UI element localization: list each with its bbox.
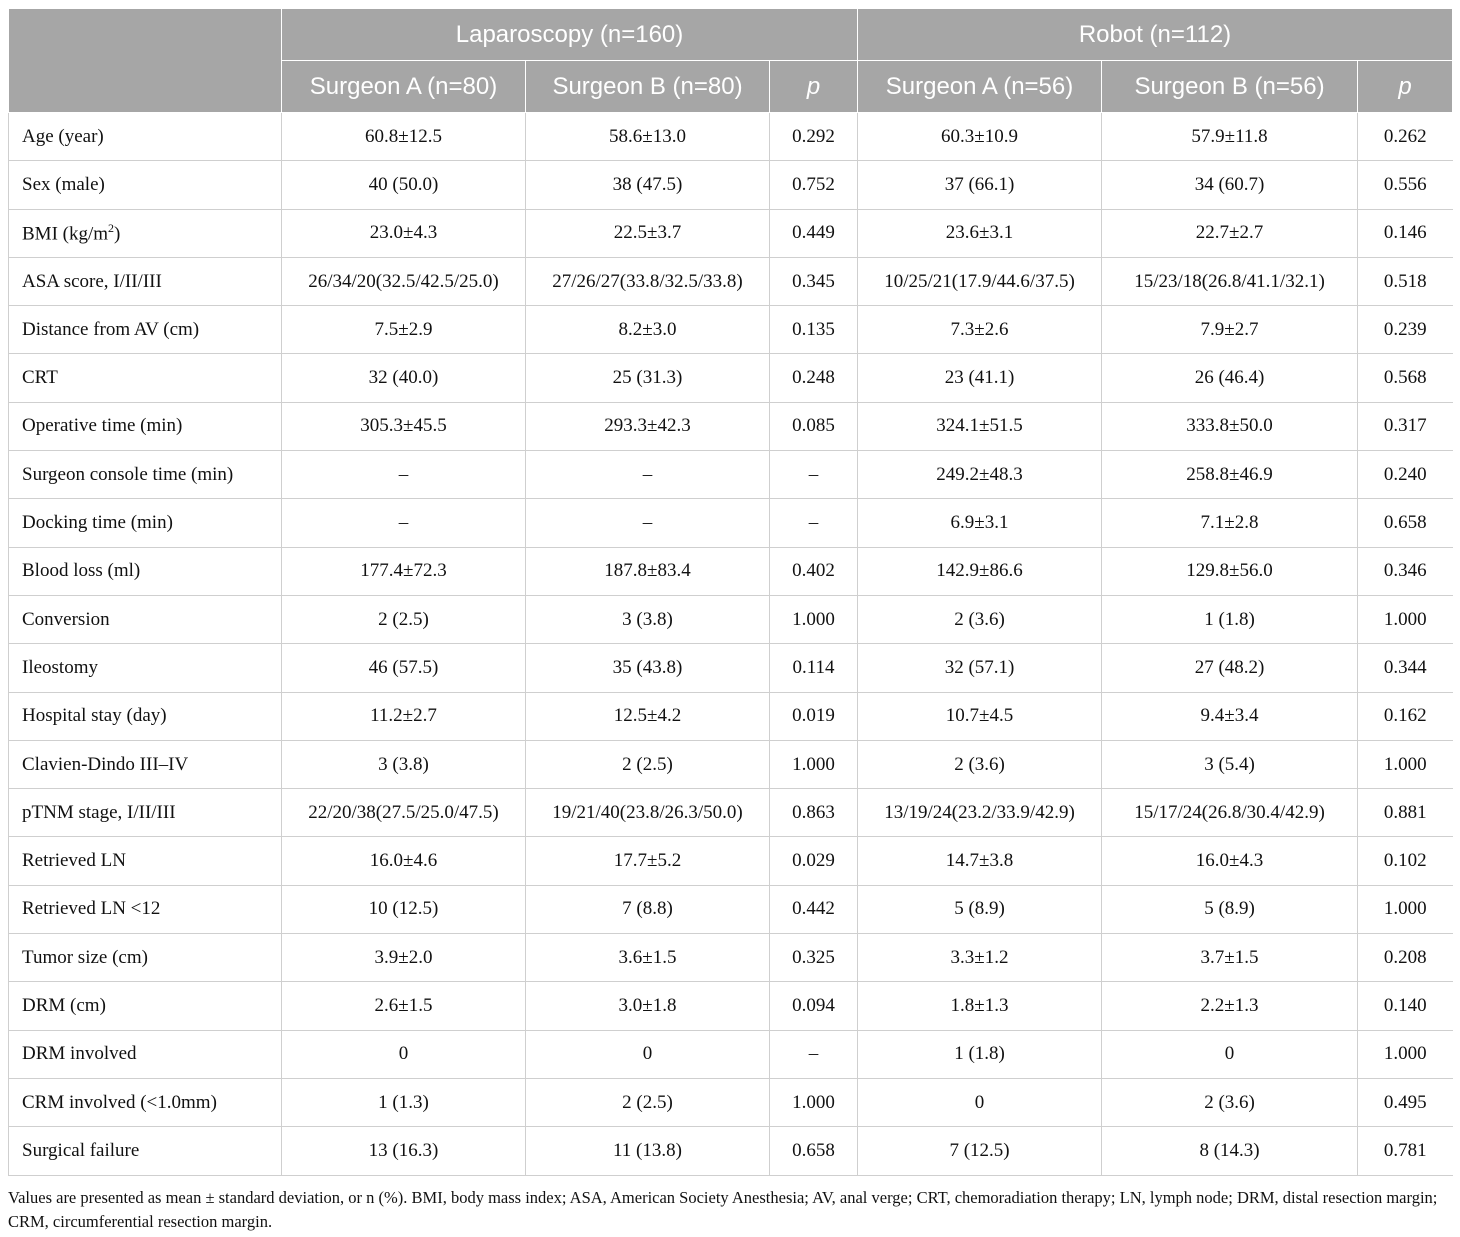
row-label bbox=[9, 885, 282, 933]
cell-robot-p: 0.240 bbox=[1358, 451, 1453, 499]
cell-lap-surgeon-a: 23.0±4.3 bbox=[282, 209, 526, 257]
cell-robot-p: 0.162 bbox=[1358, 692, 1453, 740]
cell-lap-surgeon-b: 22.5±3.7 bbox=[526, 209, 770, 257]
cell-robot-p: 0.140 bbox=[1358, 982, 1453, 1030]
cell-lap-surgeon-b: 3.6±1.5 bbox=[526, 934, 770, 982]
cell-lap-surgeon-a: 2 (2.5) bbox=[282, 595, 526, 643]
cell-lap-surgeon-b: 58.6±13.0 bbox=[526, 113, 770, 161]
cell-lap-surgeon-b: 38 (47.5) bbox=[526, 161, 770, 209]
cell-lap-surgeon-a: 3 (3.8) bbox=[282, 740, 526, 788]
cell-robot-p: 1.000 bbox=[1358, 885, 1453, 933]
cell-robot-p: 1.000 bbox=[1358, 740, 1453, 788]
cell-lap-surgeon-b: 3 (3.8) bbox=[526, 595, 770, 643]
cell-lap-p: 0.094 bbox=[770, 982, 858, 1030]
row-label-text: Age (year) bbox=[22, 125, 104, 147]
row-label-superscript: 2 bbox=[108, 221, 115, 236]
header-lap-surgeon-b: Surgeon B (n=80) bbox=[526, 61, 770, 113]
cell-robot-surgeon-a: 10.7±4.5 bbox=[858, 692, 1102, 740]
cell-robot-surgeon-b: 1 (1.8) bbox=[1102, 595, 1358, 643]
cell-robot-surgeon-b: 2 (3.6) bbox=[1102, 1078, 1358, 1126]
cell-robot-surgeon-b: 3 (5.4) bbox=[1102, 740, 1358, 788]
cell-lap-surgeon-b: – bbox=[526, 499, 770, 547]
cell-lap-p: – bbox=[770, 451, 858, 499]
cell-robot-p: 0.495 bbox=[1358, 1078, 1453, 1126]
table-row bbox=[9, 451, 1453, 499]
header-lap-surgeon-a: Surgeon A (n=80) bbox=[282, 61, 526, 113]
row-label-text: Blood loss (ml) bbox=[22, 560, 141, 582]
cell-robot-p: 0.102 bbox=[1358, 837, 1453, 885]
header-robot: Robot (n=112) bbox=[858, 9, 1453, 61]
cell-lap-surgeon-b: 293.3±42.3 bbox=[526, 402, 770, 450]
cell-robot-surgeon-a: 2 (3.6) bbox=[858, 740, 1102, 788]
cell-lap-surgeon-b: 17.7±5.2 bbox=[526, 837, 770, 885]
cell-lap-surgeon-a: 46 (57.5) bbox=[282, 644, 526, 692]
cell-robot-surgeon-a: 32 (57.1) bbox=[858, 644, 1102, 692]
row-label bbox=[9, 161, 282, 209]
cell-robot-p: 0.239 bbox=[1358, 306, 1453, 354]
cell-lap-surgeon-b: 2 (2.5) bbox=[526, 1078, 770, 1126]
header-row-groups bbox=[9, 9, 1453, 61]
row-label-text: CRM involved (<1.0mm) bbox=[22, 1091, 217, 1113]
cell-lap-p: 1.000 bbox=[770, 740, 858, 788]
cell-lap-p: 0.752 bbox=[770, 161, 858, 209]
header-blank-cell bbox=[9, 9, 282, 113]
cell-lap-surgeon-a: 60.8±12.5 bbox=[282, 113, 526, 161]
table-row bbox=[9, 692, 1453, 740]
cell-robot-surgeon-a: 13/19/24(23.2/33.9/42.9) bbox=[858, 789, 1102, 837]
comparison-table bbox=[8, 8, 1453, 1176]
cell-robot-surgeon-a: 2 (3.6) bbox=[858, 595, 1102, 643]
cell-robot-surgeon-a: 249.2±48.3 bbox=[858, 451, 1102, 499]
cell-robot-p: 0.556 bbox=[1358, 161, 1453, 209]
row-label-text: DRM involved bbox=[22, 1043, 137, 1065]
header-lap-p: p bbox=[770, 61, 858, 113]
cell-robot-p: 0.568 bbox=[1358, 354, 1453, 402]
header-robot-p: p bbox=[1358, 61, 1453, 113]
cell-robot-p: 0.344 bbox=[1358, 644, 1453, 692]
table-page bbox=[8, 8, 1452, 1234]
table-row bbox=[9, 789, 1453, 837]
row-label-text: Tumor size (cm) bbox=[22, 946, 148, 968]
table-footnote: Values are presented as mean ± standard deviation, or n (%). BMI, body mass index; ASA, American Society Anesthesia; AV, anal verge; CRT, chemoradiation therapy; LN, lymph node; DRM, distal resection margin; CRM, circumferential resection margin. bbox=[8, 1187, 1438, 1231]
cell-robot-surgeon-b: 0 bbox=[1102, 1030, 1358, 1078]
cell-lap-p: 0.325 bbox=[770, 934, 858, 982]
cell-robot-p: 0.146 bbox=[1358, 209, 1453, 257]
cell-lap-surgeon-a: 305.3±45.5 bbox=[282, 402, 526, 450]
row-label bbox=[9, 499, 282, 547]
cell-robot-surgeon-b: 5 (8.9) bbox=[1102, 885, 1358, 933]
cell-lap-surgeon-b: 19/21/40(23.8/26.3/50.0) bbox=[526, 789, 770, 837]
table-row bbox=[9, 1030, 1453, 1078]
cell-robot-surgeon-b: 9.4±3.4 bbox=[1102, 692, 1358, 740]
cell-robot-p: 0.346 bbox=[1358, 547, 1453, 595]
cell-lap-surgeon-a: 2.6±1.5 bbox=[282, 982, 526, 1030]
cell-robot-surgeon-a: 1.8±1.3 bbox=[858, 982, 1102, 1030]
cell-lap-p: – bbox=[770, 1030, 858, 1078]
cell-robot-surgeon-a: 10/25/21(17.9/44.6/37.5) bbox=[858, 257, 1102, 305]
cell-robot-p: 0.518 bbox=[1358, 257, 1453, 305]
cell-robot-surgeon-b: 3.7±1.5 bbox=[1102, 934, 1358, 982]
cell-lap-surgeon-b: – bbox=[526, 451, 770, 499]
cell-lap-surgeon-b: 7 (8.8) bbox=[526, 885, 770, 933]
cell-robot-p: 0.317 bbox=[1358, 402, 1453, 450]
row-label-text: ASA score, I/II/III bbox=[22, 270, 162, 292]
row-label-text: Distance from AV (cm) bbox=[22, 318, 200, 340]
cell-robot-surgeon-b: 258.8±46.9 bbox=[1102, 451, 1358, 499]
cell-robot-surgeon-b: 57.9±11.8 bbox=[1102, 113, 1358, 161]
row-label bbox=[9, 1030, 282, 1078]
cell-robot-surgeon-a: 0 bbox=[858, 1078, 1102, 1126]
cell-lap-surgeon-a: – bbox=[282, 499, 526, 547]
cell-robot-surgeon-b: 333.8±50.0 bbox=[1102, 402, 1358, 450]
cell-lap-p: 0.292 bbox=[770, 113, 858, 161]
row-label bbox=[9, 113, 282, 161]
cell-lap-surgeon-a: 11.2±2.7 bbox=[282, 692, 526, 740]
table-row bbox=[9, 885, 1453, 933]
cell-lap-p: 1.000 bbox=[770, 1078, 858, 1126]
cell-lap-surgeon-b: 35 (43.8) bbox=[526, 644, 770, 692]
cell-lap-surgeon-a: 177.4±72.3 bbox=[282, 547, 526, 595]
row-label-text: Retrieved LN <12 bbox=[22, 898, 161, 920]
row-label-text: Hospital stay (day) bbox=[22, 705, 167, 727]
table-row bbox=[9, 934, 1453, 982]
cell-lap-p: 0.019 bbox=[770, 692, 858, 740]
cell-lap-surgeon-a: 16.0±4.6 bbox=[282, 837, 526, 885]
cell-robot-p: 1.000 bbox=[1358, 1030, 1453, 1078]
cell-lap-p: – bbox=[770, 499, 858, 547]
header-robot-surgeon-a: Surgeon A (n=56) bbox=[858, 61, 1102, 113]
row-label bbox=[9, 306, 282, 354]
cell-lap-surgeon-a: 22/20/38(27.5/25.0/47.5) bbox=[282, 789, 526, 837]
cell-robot-surgeon-a: 14.7±3.8 bbox=[858, 837, 1102, 885]
row-label bbox=[9, 982, 282, 1030]
table-row bbox=[9, 257, 1453, 305]
table-row bbox=[9, 402, 1453, 450]
cell-lap-surgeon-a: 0 bbox=[282, 1030, 526, 1078]
row-label bbox=[9, 547, 282, 595]
table-row bbox=[9, 306, 1453, 354]
cell-robot-surgeon-a: 7 (12.5) bbox=[858, 1127, 1102, 1175]
cell-lap-p: 1.000 bbox=[770, 595, 858, 643]
cell-lap-surgeon-a: 40 (50.0) bbox=[282, 161, 526, 209]
cell-lap-p: 0.029 bbox=[770, 837, 858, 885]
row-label bbox=[9, 209, 282, 257]
cell-lap-p: 0.442 bbox=[770, 885, 858, 933]
cell-robot-surgeon-a: 1 (1.8) bbox=[858, 1030, 1102, 1078]
table-header bbox=[9, 9, 1453, 113]
row-label bbox=[9, 402, 282, 450]
table-row bbox=[9, 740, 1453, 788]
table-row bbox=[9, 837, 1453, 885]
row-label bbox=[9, 644, 282, 692]
cell-robot-p: 0.208 bbox=[1358, 934, 1453, 982]
cell-lap-p: 0.658 bbox=[770, 1127, 858, 1175]
cell-robot-surgeon-b: 8 (14.3) bbox=[1102, 1127, 1358, 1175]
table-row bbox=[9, 547, 1453, 595]
cell-lap-surgeon-b: 12.5±4.2 bbox=[526, 692, 770, 740]
row-label-text: Ileostomy bbox=[22, 656, 98, 678]
cell-robot-p: 0.658 bbox=[1358, 499, 1453, 547]
cell-lap-surgeon-a: 13 (16.3) bbox=[282, 1127, 526, 1175]
table-row bbox=[9, 1078, 1453, 1126]
cell-lap-surgeon-a: 1 (1.3) bbox=[282, 1078, 526, 1126]
cell-lap-surgeon-b: 8.2±3.0 bbox=[526, 306, 770, 354]
row-label-text: Clavien-Dindo III–IV bbox=[22, 753, 189, 775]
cell-robot-surgeon-a: 324.1±51.5 bbox=[858, 402, 1102, 450]
cell-robot-surgeon-b: 34 (60.7) bbox=[1102, 161, 1358, 209]
row-label bbox=[9, 595, 282, 643]
row-label-text: Operative time (min) bbox=[22, 415, 183, 437]
table-row bbox=[9, 209, 1453, 257]
row-label-text: Surgeon console time (min) bbox=[22, 463, 234, 485]
table-row bbox=[9, 644, 1453, 692]
cell-robot-surgeon-a: 142.9±86.6 bbox=[858, 547, 1102, 595]
row-label bbox=[9, 257, 282, 305]
cell-lap-p: 0.085 bbox=[770, 402, 858, 450]
table-row bbox=[9, 113, 1453, 161]
cell-lap-surgeon-a: 32 (40.0) bbox=[282, 354, 526, 402]
header-laparoscopy: Laparoscopy (n=160) bbox=[282, 9, 858, 61]
cell-lap-p: 0.402 bbox=[770, 547, 858, 595]
row-label bbox=[9, 789, 282, 837]
cell-robot-surgeon-b: 27 (48.2) bbox=[1102, 644, 1358, 692]
row-label bbox=[9, 1127, 282, 1175]
cell-robot-surgeon-b: 15/23/18(26.8/41.1/32.1) bbox=[1102, 257, 1358, 305]
cell-lap-surgeon-b: 0 bbox=[526, 1030, 770, 1078]
table-row bbox=[9, 499, 1453, 547]
row-label-text: Conversion bbox=[22, 608, 110, 630]
cell-robot-surgeon-a: 37 (66.1) bbox=[858, 161, 1102, 209]
row-label-text: Sex (male) bbox=[22, 173, 105, 195]
cell-robot-surgeon-a: 6.9±3.1 bbox=[858, 499, 1102, 547]
cell-lap-surgeon-a: 10 (12.5) bbox=[282, 885, 526, 933]
cell-robot-surgeon-b: 7.9±2.7 bbox=[1102, 306, 1358, 354]
row-label bbox=[9, 934, 282, 982]
cell-lap-p: 0.135 bbox=[770, 306, 858, 354]
cell-robot-surgeon-b: 2.2±1.3 bbox=[1102, 982, 1358, 1030]
row-label-text: CRT bbox=[22, 367, 58, 389]
row-label-text: pTNM stage, I/II/III bbox=[22, 801, 176, 823]
cell-lap-surgeon-b: 3.0±1.8 bbox=[526, 982, 770, 1030]
row-label-text: Retrieved LN bbox=[22, 850, 126, 872]
table-body bbox=[9, 113, 1453, 1176]
cell-robot-surgeon-a: 23 (41.1) bbox=[858, 354, 1102, 402]
header-robot-surgeon-b: Surgeon B (n=56) bbox=[1102, 61, 1358, 113]
cell-lap-surgeon-b: 27/26/27(33.8/32.5/33.8) bbox=[526, 257, 770, 305]
cell-robot-surgeon-a: 7.3±2.6 bbox=[858, 306, 1102, 354]
row-label-tail: ) bbox=[114, 223, 121, 245]
row-label bbox=[9, 1078, 282, 1126]
cell-lap-surgeon-a: 7.5±2.9 bbox=[282, 306, 526, 354]
cell-robot-p: 0.262 bbox=[1358, 113, 1453, 161]
row-label-text: BMI (kg/m bbox=[22, 223, 109, 245]
row-label-text: Surgical failure bbox=[22, 1139, 140, 1161]
row-label-text: Docking time (min) bbox=[22, 512, 173, 534]
table-row bbox=[9, 161, 1453, 209]
cell-lap-p: 0.345 bbox=[770, 257, 858, 305]
cell-robot-surgeon-a: 60.3±10.9 bbox=[858, 113, 1102, 161]
row-label bbox=[9, 451, 282, 499]
table-row bbox=[9, 354, 1453, 402]
cell-lap-surgeon-b: 11 (13.8) bbox=[526, 1127, 770, 1175]
table-row bbox=[9, 1127, 1453, 1175]
cell-lap-surgeon-b: 187.8±83.4 bbox=[526, 547, 770, 595]
cell-lap-p: 0.248 bbox=[770, 354, 858, 402]
cell-robot-p: 1.000 bbox=[1358, 595, 1453, 643]
cell-lap-surgeon-b: 25 (31.3) bbox=[526, 354, 770, 402]
cell-lap-surgeon-b: 2 (2.5) bbox=[526, 740, 770, 788]
cell-robot-surgeon-a: 3.3±1.2 bbox=[858, 934, 1102, 982]
cell-lap-surgeon-a: 26/34/20(32.5/42.5/25.0) bbox=[282, 257, 526, 305]
cell-robot-surgeon-b: 16.0±4.3 bbox=[1102, 837, 1358, 885]
row-label bbox=[9, 692, 282, 740]
table-row bbox=[9, 595, 1453, 643]
row-label bbox=[9, 740, 282, 788]
cell-robot-surgeon-a: 5 (8.9) bbox=[858, 885, 1102, 933]
table-row bbox=[9, 982, 1453, 1030]
cell-lap-p: 0.114 bbox=[770, 644, 858, 692]
cell-robot-surgeon-b: 26 (46.4) bbox=[1102, 354, 1358, 402]
row-label bbox=[9, 837, 282, 885]
cell-robot-surgeon-a: 23.6±3.1 bbox=[858, 209, 1102, 257]
cell-robot-surgeon-b: 7.1±2.8 bbox=[1102, 499, 1358, 547]
row-label-text: DRM (cm) bbox=[22, 994, 106, 1016]
row-label bbox=[9, 354, 282, 402]
cell-lap-p: 0.863 bbox=[770, 789, 858, 837]
cell-robot-p: 0.881 bbox=[1358, 789, 1453, 837]
cell-robot-surgeon-b: 15/17/24(26.8/30.4/42.9) bbox=[1102, 789, 1358, 837]
cell-lap-surgeon-a: 3.9±2.0 bbox=[282, 934, 526, 982]
cell-lap-p: 0.449 bbox=[770, 209, 858, 257]
cell-lap-surgeon-a: – bbox=[282, 451, 526, 499]
cell-robot-p: 0.781 bbox=[1358, 1127, 1453, 1175]
cell-robot-surgeon-b: 22.7±2.7 bbox=[1102, 209, 1358, 257]
cell-robot-surgeon-b: 129.8±56.0 bbox=[1102, 547, 1358, 595]
